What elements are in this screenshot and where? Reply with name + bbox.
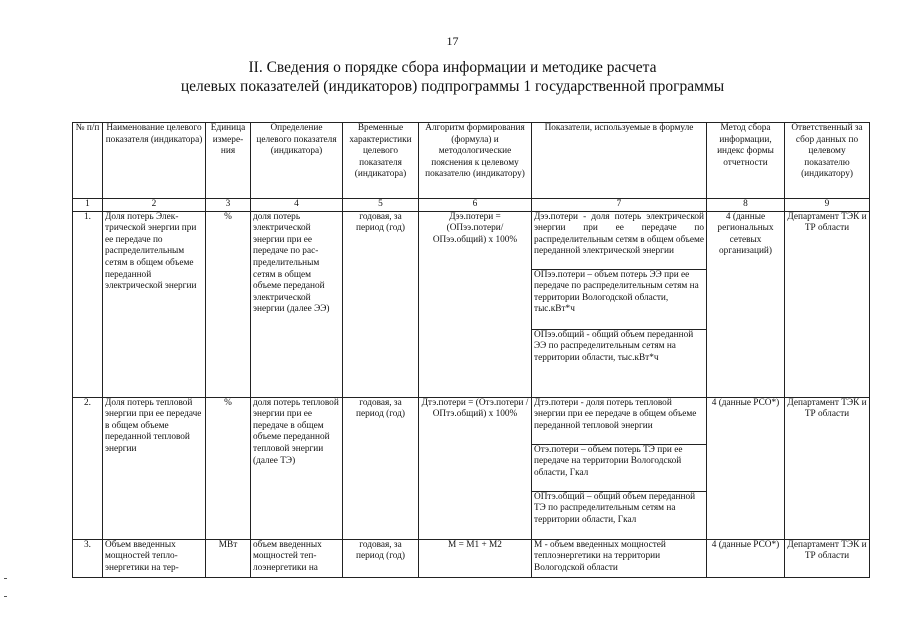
period-cell: годовая, за период (год)	[343, 397, 419, 539]
table-row	[73, 539, 870, 577]
column-number: 6	[419, 199, 532, 212]
header-cell-indicators: Показатели, используемые в формуле	[532, 123, 707, 199]
column-number: 4	[251, 199, 343, 212]
header-cell-num: № п/п	[73, 123, 103, 199]
method-cell: 4 (данные РСО*)	[707, 539, 785, 577]
indicator-name: Доля потерь Электрической энергии при ее передаче по распределительным сетям в общем объеме переданной электрической энергии	[103, 211, 206, 397]
indicators-table	[72, 122, 870, 578]
scan-margin-mark	[4, 596, 7, 597]
page-number: 17	[446, 34, 459, 48]
indicator-name: Объем введенных мощностей теплоэнергетики на тер-	[103, 539, 206, 577]
indicator-definition: ОПээ.общий - общий объем переданной ЭЭ по распределительным сетям на территории области, тыс.кВт*ч	[532, 329, 706, 365]
section-title-line-2: целевых показателей (индикаторов) подпрограммы 1 государственной программы	[180, 78, 725, 95]
responsible-cell: Департамент ТЭК и ТР области	[785, 539, 870, 577]
row-number: 1.	[73, 211, 103, 397]
indicators-cell	[532, 397, 707, 539]
responsible-cell: Департамент ТЭК и ТР области	[785, 211, 870, 397]
unit-cell: МВт	[206, 539, 251, 577]
header-cell-unit: Единица измерения	[206, 123, 251, 199]
indicator-name: Доля потерь тепловой энергии при ее передаче в общем объеме переданной тепловой энергии	[103, 397, 206, 539]
header-cell-period: Временные характеристики целевого показателя (индикатора)	[343, 123, 419, 199]
indicator-definition: Дтэ.потери - доля потерь тепловой энергии при ее передаче в общем объеме переданной тепловой энергии	[534, 397, 697, 431]
period-cell: годовая, за период (год)	[343, 539, 419, 577]
indicator-definition: Отэ.потери – объем потерь ТЭ при ее передаче на территории Вологодской области, Гкал	[532, 444, 706, 491]
indicator-definition: Дээ.потери - доля потерь электрической энергии при ее передаче по распределительным сетям в общем объеме переданной электрической энергии	[534, 211, 704, 257]
indicator-definition: ОПээ.потери – объем потерь ЭЭ при ее передаче по распределительным сетям на территории Вологодской области, тыс.кВт*ч	[532, 269, 706, 329]
header-cell-responsible: Ответственный за сбор данных по целевому показателю (индикатору)	[785, 123, 870, 199]
method-cell: 4 (данные РСО*)	[707, 397, 785, 539]
method-cell: 4 (данные региональных сетевых организаций)	[707, 211, 785, 397]
definition-cell: доля потерь тепловой энергии при ее передаче в общем объеме переданной тепловой энергии (далее ТЭ)	[251, 397, 343, 539]
column-number: 7	[532, 199, 707, 212]
column-number: 3	[206, 199, 251, 212]
header-cell-name: Наименование целевого показателя (индикатора)	[103, 123, 206, 199]
definition-cell: доля потерь электрической энергии при ее передаче по распределительным сетям в общем объеме переданой электрической энергии (далее ЭЭ)	[251, 211, 343, 397]
column-number-row	[73, 199, 870, 212]
column-number: 5	[343, 199, 419, 212]
header-cell-definition: Определение целевого показателя (индикатора)	[251, 123, 343, 199]
period-cell: годовая, за период (год)	[343, 211, 419, 397]
responsible-cell: Департамент ТЭК и ТР области	[785, 397, 870, 539]
indicators-cell	[532, 539, 707, 577]
column-number: 2	[103, 199, 206, 212]
formula-cell: М = М1 + М2	[419, 539, 532, 577]
row-number: 3.	[73, 539, 103, 577]
section-title-line-1: II. Сведения о порядке сбора информации и методике расчета	[248, 59, 657, 76]
header-cell-method: Метод сбора информации, индекс формы отчетности	[707, 123, 785, 199]
unit-cell: %	[206, 211, 251, 397]
formula-cell: Дээ.потери = (ОПээ.потери/ ОПээ.общий) x 100%	[419, 211, 532, 397]
column-number: 9	[785, 199, 870, 212]
header-row	[73, 123, 870, 199]
indicator-definition: ОПтэ.общий – общий объем переданной ТЭ по распределительным сетям на территории области, Гкал	[532, 491, 706, 527]
indicator-definition: М - объем введенных мощностей теплоэнергетики на территории Вологодской области	[534, 539, 666, 573]
header-cell-formula: Алгоритм формирования (формула) и методологические пояснения к целевому показателю (индикатору)	[419, 123, 532, 199]
column-number: 1	[73, 199, 103, 212]
formula-cell: Дтэ.потери = (Отэ.потери / ОПтэ.общий) x 100%	[419, 397, 532, 539]
row-number: 2.	[73, 397, 103, 539]
scan-margin-mark	[4, 578, 7, 579]
definition-cell: объем введенных мощностей теплоэнергетики на	[251, 539, 343, 577]
table-row	[73, 397, 870, 539]
indicators-cell	[532, 211, 707, 397]
table-row	[73, 211, 870, 397]
section-title	[0, 58, 905, 96]
column-number: 8	[707, 199, 785, 212]
unit-cell: %	[206, 397, 251, 539]
